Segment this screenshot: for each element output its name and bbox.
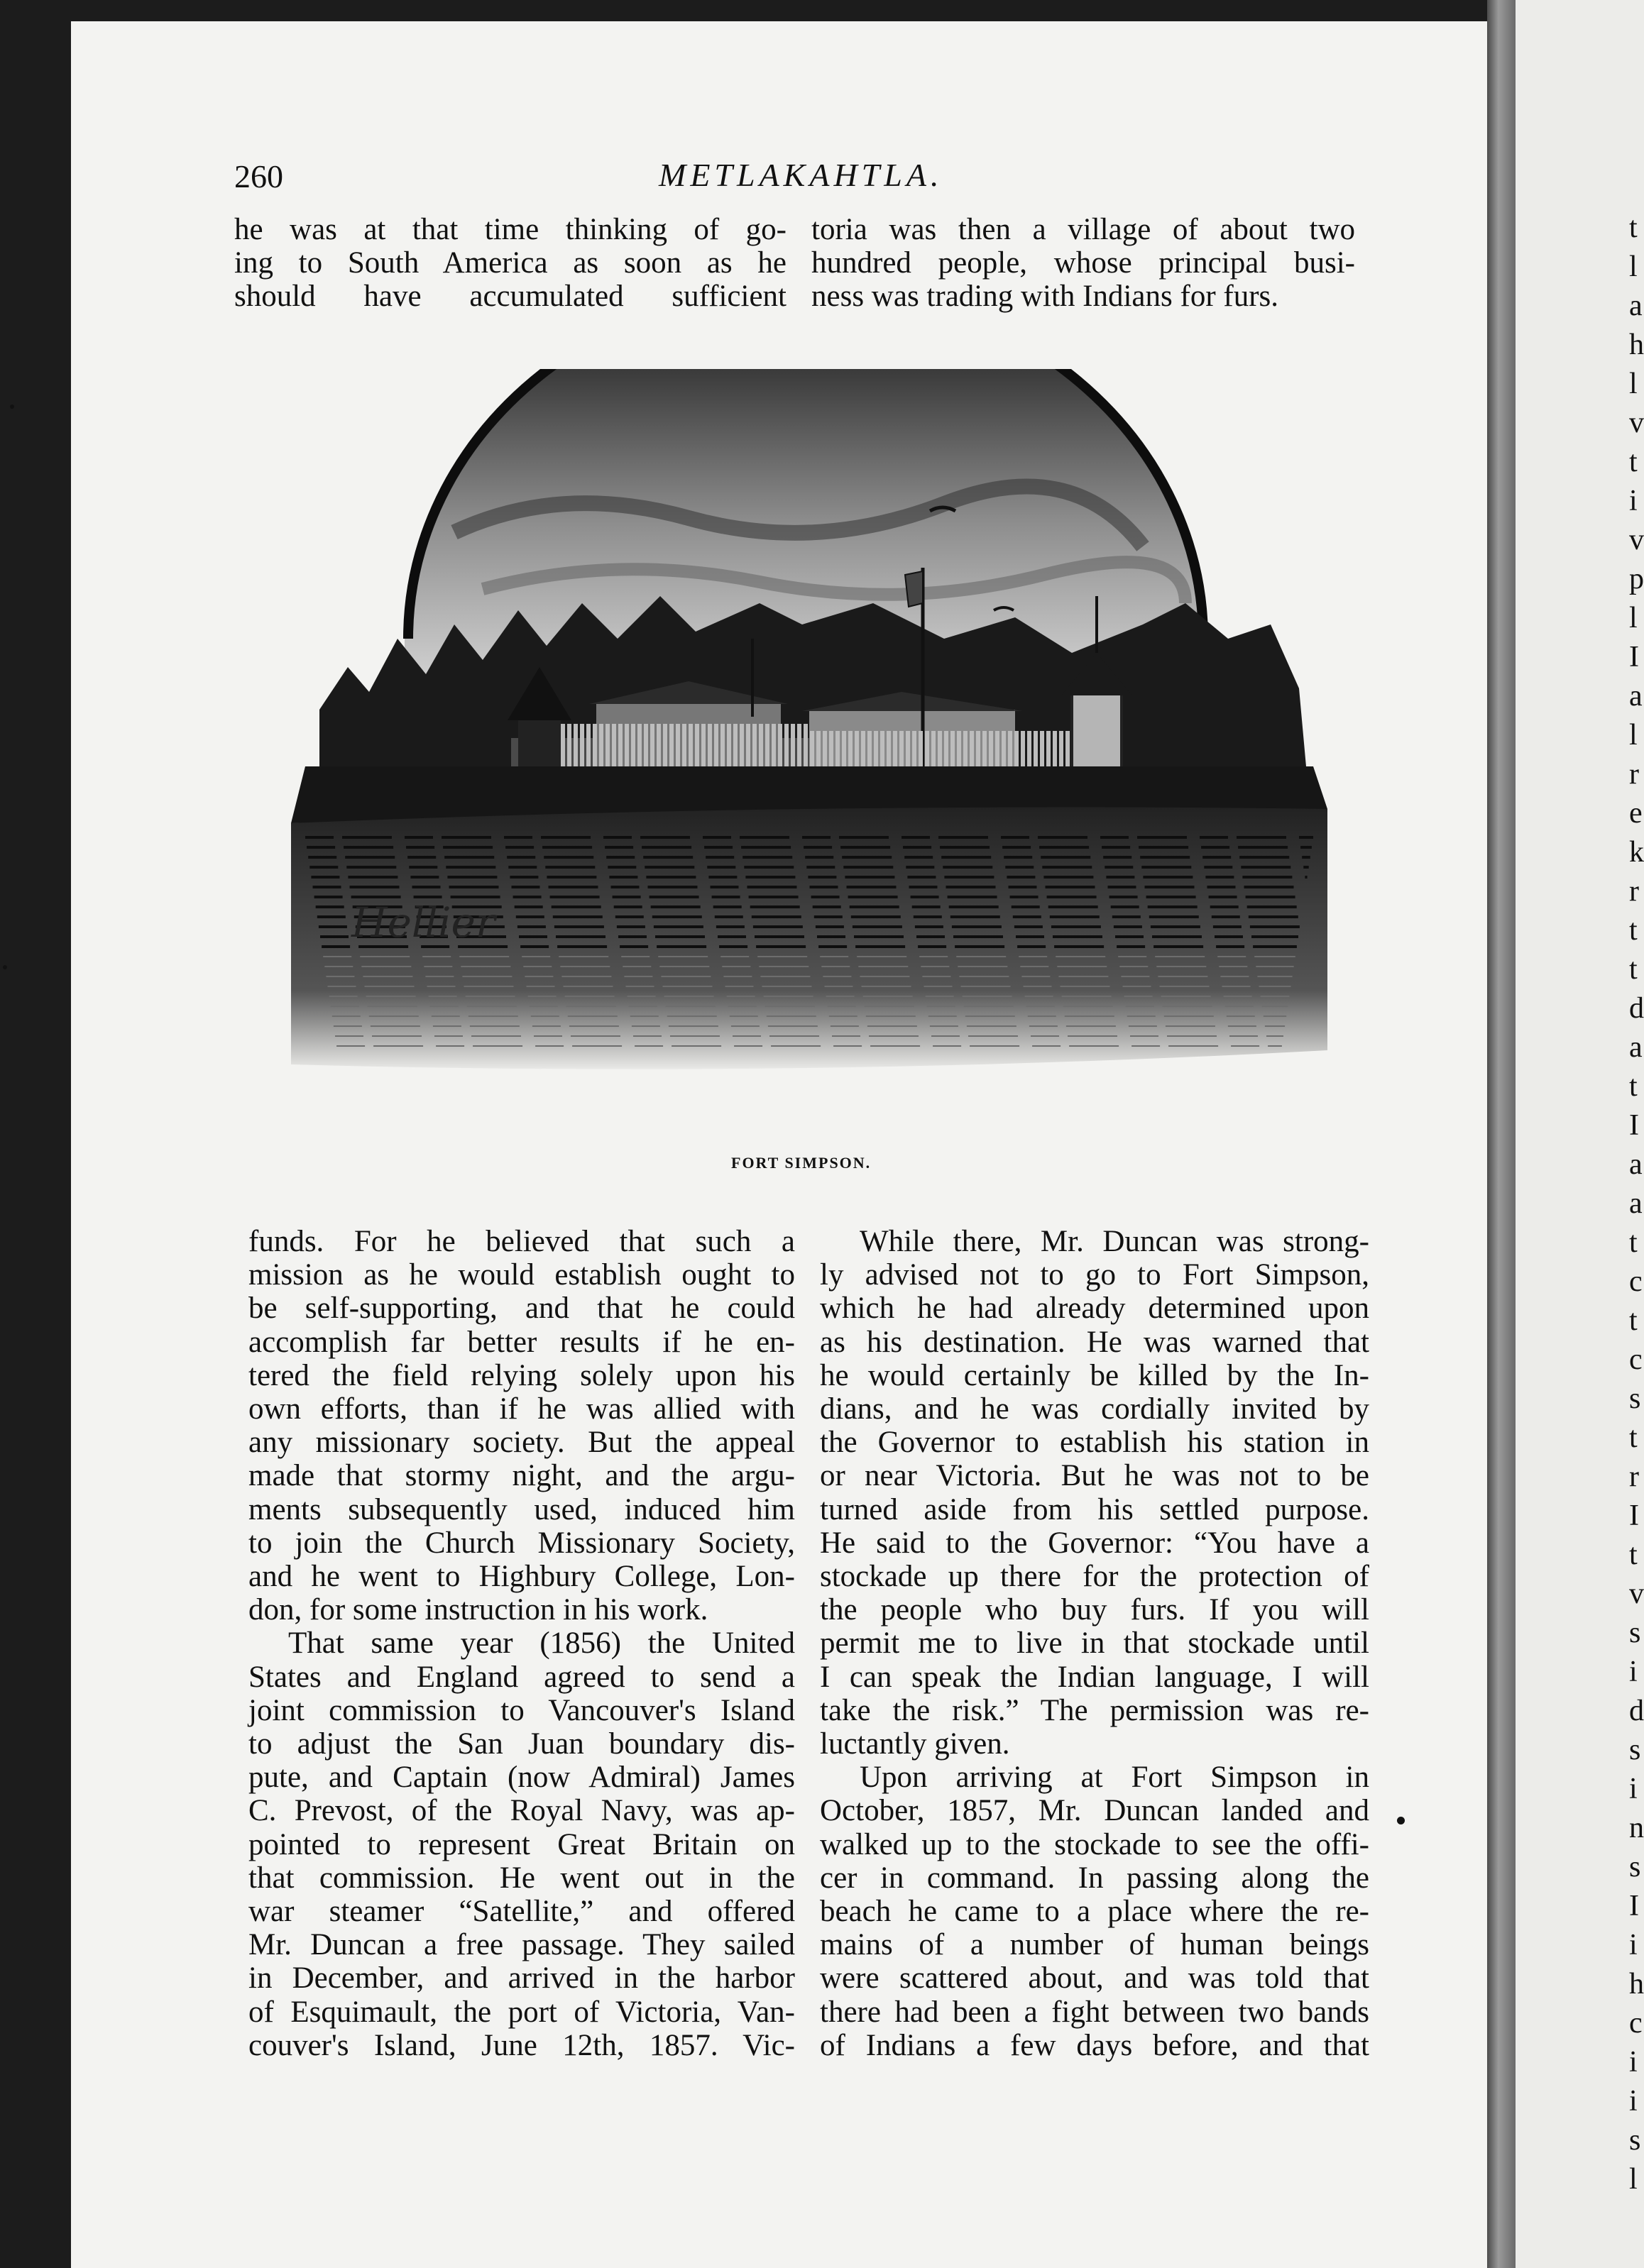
adjacent-page-fragment: d [1629, 1695, 1644, 1727]
scan-speck [10, 404, 14, 409]
palisade-stake [644, 724, 648, 766]
palisade-stake [791, 724, 795, 766]
text-line: which he had already determined upon [820, 1292, 1369, 1326]
flag [905, 571, 923, 607]
adjacent-page-fragment: c [1629, 1343, 1643, 1376]
palisade-stake [708, 724, 712, 766]
text-line: pointed to represent Great Britain on [248, 1827, 795, 1861]
text-line: beach he came to a place where the re- [820, 1895, 1369, 1929]
adjacent-page-fragment: i [1629, 1773, 1638, 1805]
text-line: walked up to the stockade to see the offi- [820, 1827, 1369, 1861]
text-line: any missionary society. But the appeal [248, 1426, 795, 1460]
text-line: toria was then a village of about two [811, 213, 1355, 246]
adjacent-page-fragment: t [1629, 914, 1638, 947]
text-line: October, 1857, Mr. Duncan landed and [820, 1794, 1369, 1828]
palisade-stake [593, 724, 597, 766]
text-line: He said to the Governor: “You have a [820, 1526, 1369, 1560]
palisade-stake [778, 724, 782, 766]
text-line: stockade up there for the protection of [820, 1560, 1369, 1594]
adjacent-page-fragment: l [1629, 251, 1638, 283]
text-line: or near Victoria. But he was not to be [820, 1459, 1369, 1493]
adjacent-page-fragment: i [1629, 485, 1638, 517]
text-line: That same year (1856) the United [288, 1626, 795, 1661]
text-line: of Indians a few days before, and that [820, 2028, 1369, 2062]
text-line: ness was trading with Indians for furs. [811, 280, 1279, 314]
text-line: don, for some instruction in his work. [248, 1593, 708, 1627]
palisade-stake [701, 724, 706, 766]
palisade-stake [695, 724, 699, 766]
text-column-bottom-right [820, 1225, 1369, 2062]
adjacent-page-fragment: t [1629, 211, 1638, 244]
adjacent-page-fragment: c [1629, 1265, 1643, 1298]
palisade-stake [689, 724, 693, 766]
adjacent-page-fragment: n [1629, 1812, 1644, 1844]
adjacent-page-fragment: s [1629, 1617, 1641, 1649]
text-line: C. Prevost, of the Royal Navy, was ap- [248, 1794, 795, 1828]
text-line: pute, and Captain (now Admiral) James [248, 1761, 795, 1795]
text-line: accomplish far better results if he en- [248, 1325, 795, 1359]
adjacent-page-fragment: a [1629, 1187, 1643, 1220]
palisade-stake [612, 724, 616, 766]
adjacent-page-edge [1516, 0, 1644, 2268]
adjacent-page-fragment: h [1629, 329, 1644, 361]
text-line: States and England agreed to send a [248, 1660, 795, 1694]
running-head: METLAKAHTLA. [659, 157, 943, 193]
text-line: in December, and arrived in the harbor [248, 1961, 795, 1995]
palisade-stake [650, 724, 654, 766]
palisade-stake [618, 724, 623, 766]
figure-caption: FORT SIMPSON. [731, 1154, 872, 1172]
palisade-stake [740, 724, 744, 766]
text-line: luctantly given. [820, 1727, 1010, 1761]
palisade-stake [574, 724, 578, 766]
adjacent-page-fragment: l [1629, 368, 1638, 400]
text-line: the Governor to establish his station in [820, 1426, 1369, 1460]
palisade-stake [797, 724, 801, 766]
text-line: Upon arriving at Fort Simpson in [860, 1761, 1369, 1795]
palisade-stake [663, 724, 667, 766]
adjacent-page-fragment: k [1629, 836, 1644, 869]
palisade-stake [657, 724, 661, 766]
text-line: that commission. He went out in the [248, 1861, 795, 1895]
adjacent-page-fragment: c [1629, 2007, 1643, 2039]
text-line: ments subsequently used, induced him [248, 1492, 795, 1526]
scan-speck [3, 965, 7, 969]
book-gutter [1487, 0, 1516, 2268]
scan-speck [1397, 1817, 1405, 1824]
palisade-stake [720, 724, 725, 766]
adjacent-page-fragment: s [1629, 1734, 1641, 1766]
text-line: made that stormy night, and the argu- [248, 1459, 795, 1493]
palisade-stake [804, 724, 808, 766]
text-line: as his destination. He was warned that [820, 1325, 1369, 1359]
adjacent-page-fragment: a [1629, 1031, 1643, 1064]
adjacent-page-fragment: i [1629, 1929, 1638, 1961]
palisade-stake [631, 724, 635, 766]
text-line: mains of a number of human beings [820, 1928, 1369, 1962]
text-line: own efforts, than if he was allied with [248, 1392, 795, 1426]
adjacent-page-fragment: h [1629, 1968, 1644, 2000]
adjacent-page-fragment: a [1629, 680, 1643, 712]
palisade-stake [586, 724, 591, 766]
adjacent-page-fragment: l [1629, 602, 1638, 634]
adjacent-page-fragment: v [1629, 1578, 1644, 1610]
page-number: 260 [234, 158, 283, 194]
text-line: take the risk.” The permission was re- [820, 1693, 1369, 1727]
adjacent-page-fragment: t [1629, 1421, 1638, 1454]
text-line: to adjust the San Juan boundary dis- [248, 1727, 795, 1761]
text-line: there had been a fight between two bands [820, 1995, 1369, 2029]
palisade-stake [605, 724, 610, 766]
text-line: should have accumulated sufficient [234, 280, 787, 314]
palisade-stake [561, 724, 565, 766]
palisade-stake [752, 724, 757, 766]
text-line: funds. For he believed that such a [248, 1225, 795, 1258]
text-line: ly advised not to go to Fort Simpson, [820, 1258, 1369, 1292]
adjacent-page-fragment: e [1629, 797, 1643, 830]
adjacent-page-fragment: t [1629, 1226, 1638, 1259]
adjacent-page-fragment: t [1629, 1070, 1638, 1103]
adjacent-page-fragment: s [1629, 1382, 1641, 1415]
adjacent-page-fragment: I [1629, 1499, 1639, 1532]
text-line: were scattered about, and was told that [820, 1961, 1369, 1995]
adjacent-page-fragment: s [1629, 1851, 1641, 1883]
text-line: permit me to live in that stockade until [820, 1626, 1369, 1661]
fort-simpson-engraving [263, 369, 1349, 1107]
text-line: of Esquimault, the port of Victoria, Van- [248, 1995, 795, 2029]
adjacent-page-fragment: i [1629, 2085, 1638, 2118]
palisade-stake [772, 724, 776, 766]
palisade-stake [625, 724, 629, 766]
text-line: he would certainly be killed by the In- [820, 1358, 1369, 1392]
adjacent-page-fragment: l [1629, 719, 1638, 752]
palisade-stake [669, 724, 674, 766]
text-line: hundred people, whose principal busi- [811, 246, 1355, 280]
adjacent-page-fragment: l [1629, 2163, 1638, 2196]
adjacent-page-fragment: a [1629, 1148, 1643, 1181]
text-line: cer in command. In passing along the [820, 1861, 1369, 1895]
adjacent-page-fragment: r [1629, 1460, 1639, 1493]
text-line: he was at that time thinking of go- [234, 213, 787, 246]
adjacent-page-fragment: s [1629, 2124, 1641, 2157]
text-line: couver's Island, June 12th, 1857. Vic- [248, 2028, 795, 2062]
text-line: mission as he would establish ought to [248, 1258, 795, 1292]
adjacent-page-fragment: I [1629, 1109, 1639, 1142]
adjacent-page-fragment: v [1629, 407, 1644, 439]
text-line: war steamer “Satellite,” and offered [248, 1895, 795, 1929]
palisade-stake [784, 724, 789, 766]
palisade-stake [746, 724, 750, 766]
text-line: tered the field relying solely upon his [248, 1358, 795, 1392]
text-line: ing to South America as soon as he [234, 246, 787, 280]
adjacent-page-fragment: p [1629, 563, 1644, 595]
adjacent-page-fragment: I [1629, 1890, 1639, 1922]
adjacent-page-fragment: t [1629, 1304, 1638, 1337]
adjacent-page-fragment: I [1629, 641, 1639, 673]
text-column-bottom-left [248, 1225, 795, 2062]
text-line: turned aside from his settled purpose. [820, 1492, 1369, 1526]
adjacent-page-fragment: d [1629, 992, 1644, 1025]
adjacent-page-fragment: r [1629, 875, 1639, 908]
adjacent-page-fragment: v [1629, 524, 1644, 556]
palisade-stake [599, 724, 603, 766]
text-line: be self-supporting, and that he could [248, 1292, 795, 1326]
adjacent-page-fragment: t [1629, 953, 1638, 986]
palisade-stake [637, 724, 642, 766]
adjacent-page-fragment: a [1629, 290, 1643, 322]
text-column-top-left [234, 213, 787, 314]
adjacent-page-fragment: i [1629, 2046, 1638, 2079]
text-line: While there, Mr. Duncan was strong- [860, 1225, 1369, 1258]
palisade-stake [567, 724, 571, 766]
artist-signature: Hellier [351, 898, 495, 947]
text-line: dians, and he was cordially invited by [820, 1392, 1369, 1426]
palisade-stake [733, 724, 738, 766]
palisade-stake [727, 724, 731, 766]
adjacent-page-fragment: r [1629, 758, 1639, 791]
adjacent-page-fragment: i [1629, 1656, 1638, 1688]
palisade-stake [759, 724, 763, 766]
text-line: to join the Church Missionary Society, [248, 1526, 795, 1560]
text-line: I can speak the Indian language, I will [820, 1660, 1369, 1694]
palisade-stake [714, 724, 718, 766]
text-line: and he went to Highbury College, Lon- [248, 1560, 795, 1594]
adjacent-page-fragment: t [1629, 446, 1638, 478]
text-line: Mr. Duncan a free passage. They sailed [248, 1928, 795, 1962]
palisade-stake [580, 724, 584, 766]
text-line: joint commission to Vancouver's Island [248, 1693, 795, 1727]
text-line: the people who buy furs. If you will [820, 1593, 1369, 1627]
text-column-top-right [811, 213, 1355, 314]
adjacent-page-fragment: t [1629, 1538, 1638, 1571]
palisade-stake [765, 724, 769, 766]
palisade-stake [676, 724, 680, 766]
palisade-stake [682, 724, 686, 766]
